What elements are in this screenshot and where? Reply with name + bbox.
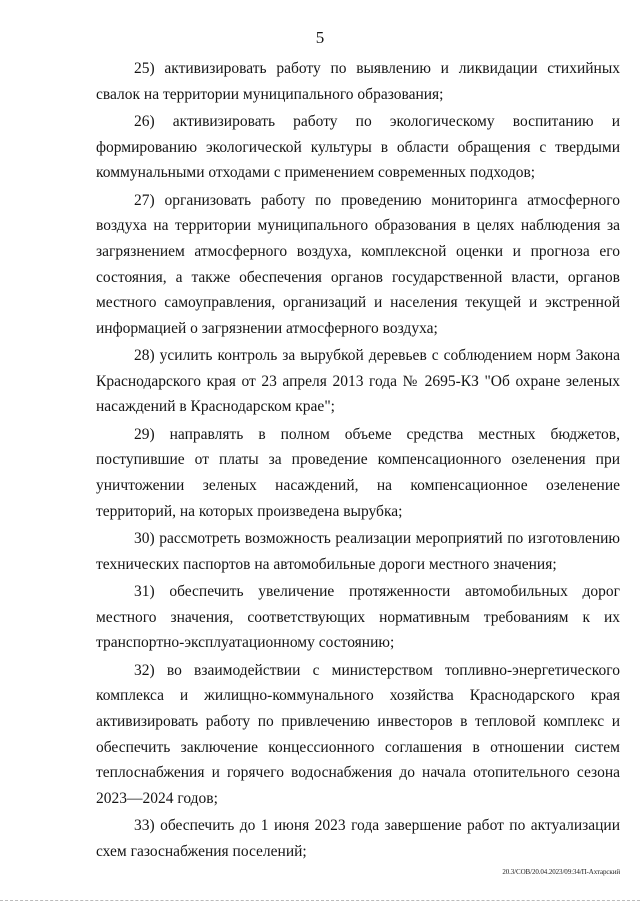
list-item-25: 25) активизировать работу по выявлению и ликвидации стихийных свалок на территории муниципального образования; (96, 60, 620, 103)
list-item-27: 27) организовать работу по проведению мониторинга атмосферного воздуха на территории муниципального образования в целях наблюдения за загрязнением атмосферного воздуха, комплексной оценки и прогноза его состояния, а также обеспечения органов государственной власти, органов местного самоуправления, организаций и населения текущей и экстренной информацией о загрязнении атмосферного воздуха; (96, 191, 620, 337)
document-body (96, 56, 620, 866)
page-number: 5 (315, 28, 325, 47)
list-item-31: 31) обеспечить увеличение протяженности автомобильных дорог местного значения, соответствующих нормативным требованиям к их транспортно-эксплуатационному состоянию; (96, 583, 620, 652)
list-item-28: 28) усилить контроль за вырубкой деревьев с соблюдением норм Закона Краснодарского края от 23 апреля 2013 года № 2695-КЗ "Об охране зеленых насаждений в Краснодарском крае"; (96, 347, 620, 416)
list-item-30: 30) рассмотреть возможность реализации мероприятий по изготовлению технических паспортов на автомобильные дороги местного значения; (96, 530, 620, 573)
list-item-26: 26) активизировать работу по экологическому воспитанию и формированию экологической культуры в области обращения с твердыми коммунальными отходами с применением современных подходов; (96, 113, 620, 182)
bottom-divider (0, 900, 640, 902)
list-item-32: 32) во взаимодействии с министерством топливно-энергетического комплекса и жилищно-коммунального хозяйства Краснодарского края активизировать работу по привлечению инвесторов в тепловой комплекс и обеспечить заключение концессионного соглашения в отношении систем теплоснабжения и горячего водоснабжения до начала отопительного сезона 2023—2024 годов; (96, 661, 620, 807)
list-item-29: 29) направлять в полном объеме средства местных бюджетов, поступившие от платы за проведение компенсационного озеленения при уничтожении зеленых насаждений, на компенсационное озеленение территорий, на которых произведена вырубка; (96, 425, 620, 520)
list-item-33: 33) обеспечить до 1 июня 2023 года завершение работ по актуализации схем газоснабжения поселений; (96, 817, 620, 860)
document-registration-code: 20.3/СОВ/20.04.2023/09:34/П-Ахтарский (502, 868, 620, 876)
